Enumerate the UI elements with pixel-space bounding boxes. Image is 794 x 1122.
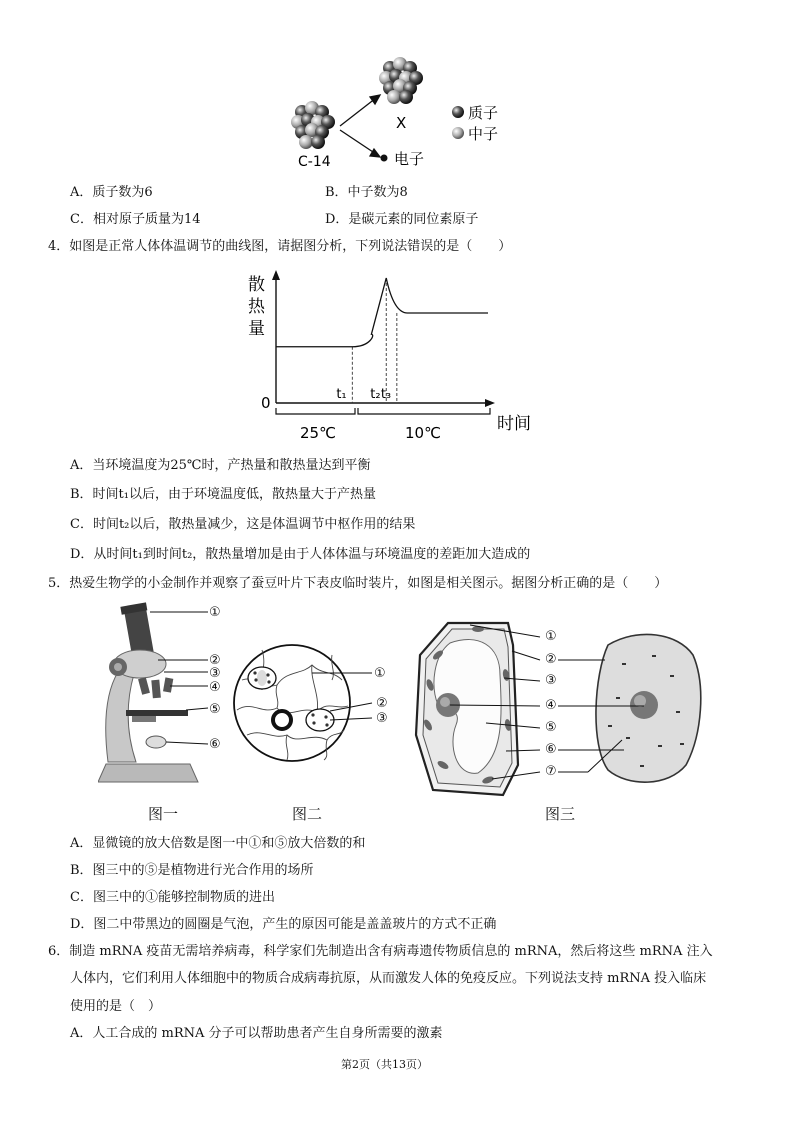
fig3-label-1: ① [545,629,557,644]
decay-arrows [340,95,380,157]
stoma-2 [306,709,334,731]
fig3-label-4: ④ [545,698,557,713]
c14-nucleus [291,101,335,149]
range-brace-25 [276,408,355,414]
fig1-label-2: ② [209,653,221,668]
q5-stem: 5．热爱生物学的小金制作并观察了蚕豆叶片下表皮临时装片，如图是相关图示。据图分析正确的是（ ） [48,576,668,591]
q6-option-a: A．人工合成的 mRNA 分子可以帮助患者产生自身所需要的激素 [70,1026,443,1041]
x-label: X [396,114,407,132]
microscope-figure [98,602,233,794]
chart-origin: 0 [261,394,271,412]
q4-option-d: D．从时间t₁到时间t₂，散热量增加是由于人体体温与环境温度的差距加大造成的 [70,547,531,562]
body-temp-chart [245,268,550,448]
fig1-label-3: ③ [209,666,221,681]
fig3-label-5: ⑤ [545,720,557,735]
fig1-label-6: ⑥ [209,737,221,752]
range-label-10: 10℃ [405,424,441,442]
chart-tick-t1: t₁ [336,387,347,402]
neutron-legend-icon [452,127,464,139]
animal-cell [596,634,701,782]
chart-guides [352,278,397,403]
chart-xlabel: 时间 [497,414,531,434]
q5-option-a: A．显微镜的放大倍数是图一中①和⑤放大倍数的和 [70,836,366,851]
x-nucleus [379,57,423,104]
fig1-label-5: ⑤ [209,702,221,717]
chart-tick-t3: t₃ [380,387,392,402]
q3-option-b: B．中子数为8 [325,185,408,200]
proton-legend-icon [452,106,464,118]
range-label-25: 25℃ [300,424,336,442]
range-brace-10 [358,408,490,414]
chart-series-line [276,278,488,347]
q3-option-c: C．相对原子质量为14 [70,212,201,227]
fig1-label-1: ① [209,605,221,620]
q4-option-b: B．时间t₁以后，由于环境温度低，散热量大于产热量 [70,487,376,502]
q4-option-c: C．时间t₂以后，散热量减少，这是体温调节中枢作用的结果 [70,517,416,532]
neutron-legend-label: 中子 [468,125,499,143]
chart-tick-t2: t₂ [370,387,381,402]
epidermis-view-figure [232,640,392,770]
proton-legend-label: 质子 [468,104,499,122]
stoma-1 [248,667,276,689]
fig2-label-3: ③ [376,711,388,726]
chart-ylabel-1: 散 [248,275,265,295]
fig2-label-2: ② [376,696,388,711]
cell-structure-figure [408,615,728,800]
c14-label: C-14 [298,154,331,170]
q5-option-c: C．图三中的①能够控制物质的进出 [70,890,275,905]
electron-dot [381,155,388,162]
q5-option-d: D．图二中带黑边的圆圈是气泡，产生的原因可能是盖盖玻片的方式不正确 [70,917,497,932]
q6-stem-line2: 人体内，它们利用人体细胞中的物质合成病毒抗原，从而激发人体的免疫反应。下列说法支持 mRNA 投入临床 [70,971,707,986]
fig3-label-7: ⑦ [545,764,557,779]
electron-label: 电子 [394,150,425,168]
q3-option-a: A．质子数为6 [70,185,153,200]
q3-option-d: D．是碳元素的同位素原子 [325,212,479,227]
q6-stem-line1: 6．制造 mRNA 疫苗无需培养病毒，科学家们先制造出含有病毒遗传物质信息的 mRNA，然后将这些 mRNA 注入 [48,944,713,959]
atom-decay-figure [280,50,520,175]
air-bubble [273,711,291,729]
fig3-caption: 图三 [545,805,576,823]
chart-ylabel-3: 量 [248,319,265,339]
q5-option-b: B．图三中的⑤是植物进行光合作用的场所 [70,863,314,878]
page-footer: 第2页（共13页） [341,1058,428,1071]
fig2-caption: 图二 [292,805,323,823]
fig3-label-2: ② [545,652,557,667]
q4-stem: 4．如图是正常人体体温调节的曲线图，请据图分析，下列说法错误的是（ ） [48,239,512,254]
fig1-label-4: ④ [209,680,221,695]
fig2-label-1: ① [374,666,386,681]
q4-option-a: A．当环境温度为25℃时，产热量和散热量达到平衡 [70,458,371,473]
fig3-label-6: ⑥ [545,742,557,757]
plant-cell [416,623,518,795]
chart-ylabel-2: 热 [248,297,265,317]
fig3-label-3: ③ [545,673,557,688]
fig1-caption: 图一 [148,805,179,823]
q6-stem-line3: 使用的是（ ） [70,999,162,1014]
